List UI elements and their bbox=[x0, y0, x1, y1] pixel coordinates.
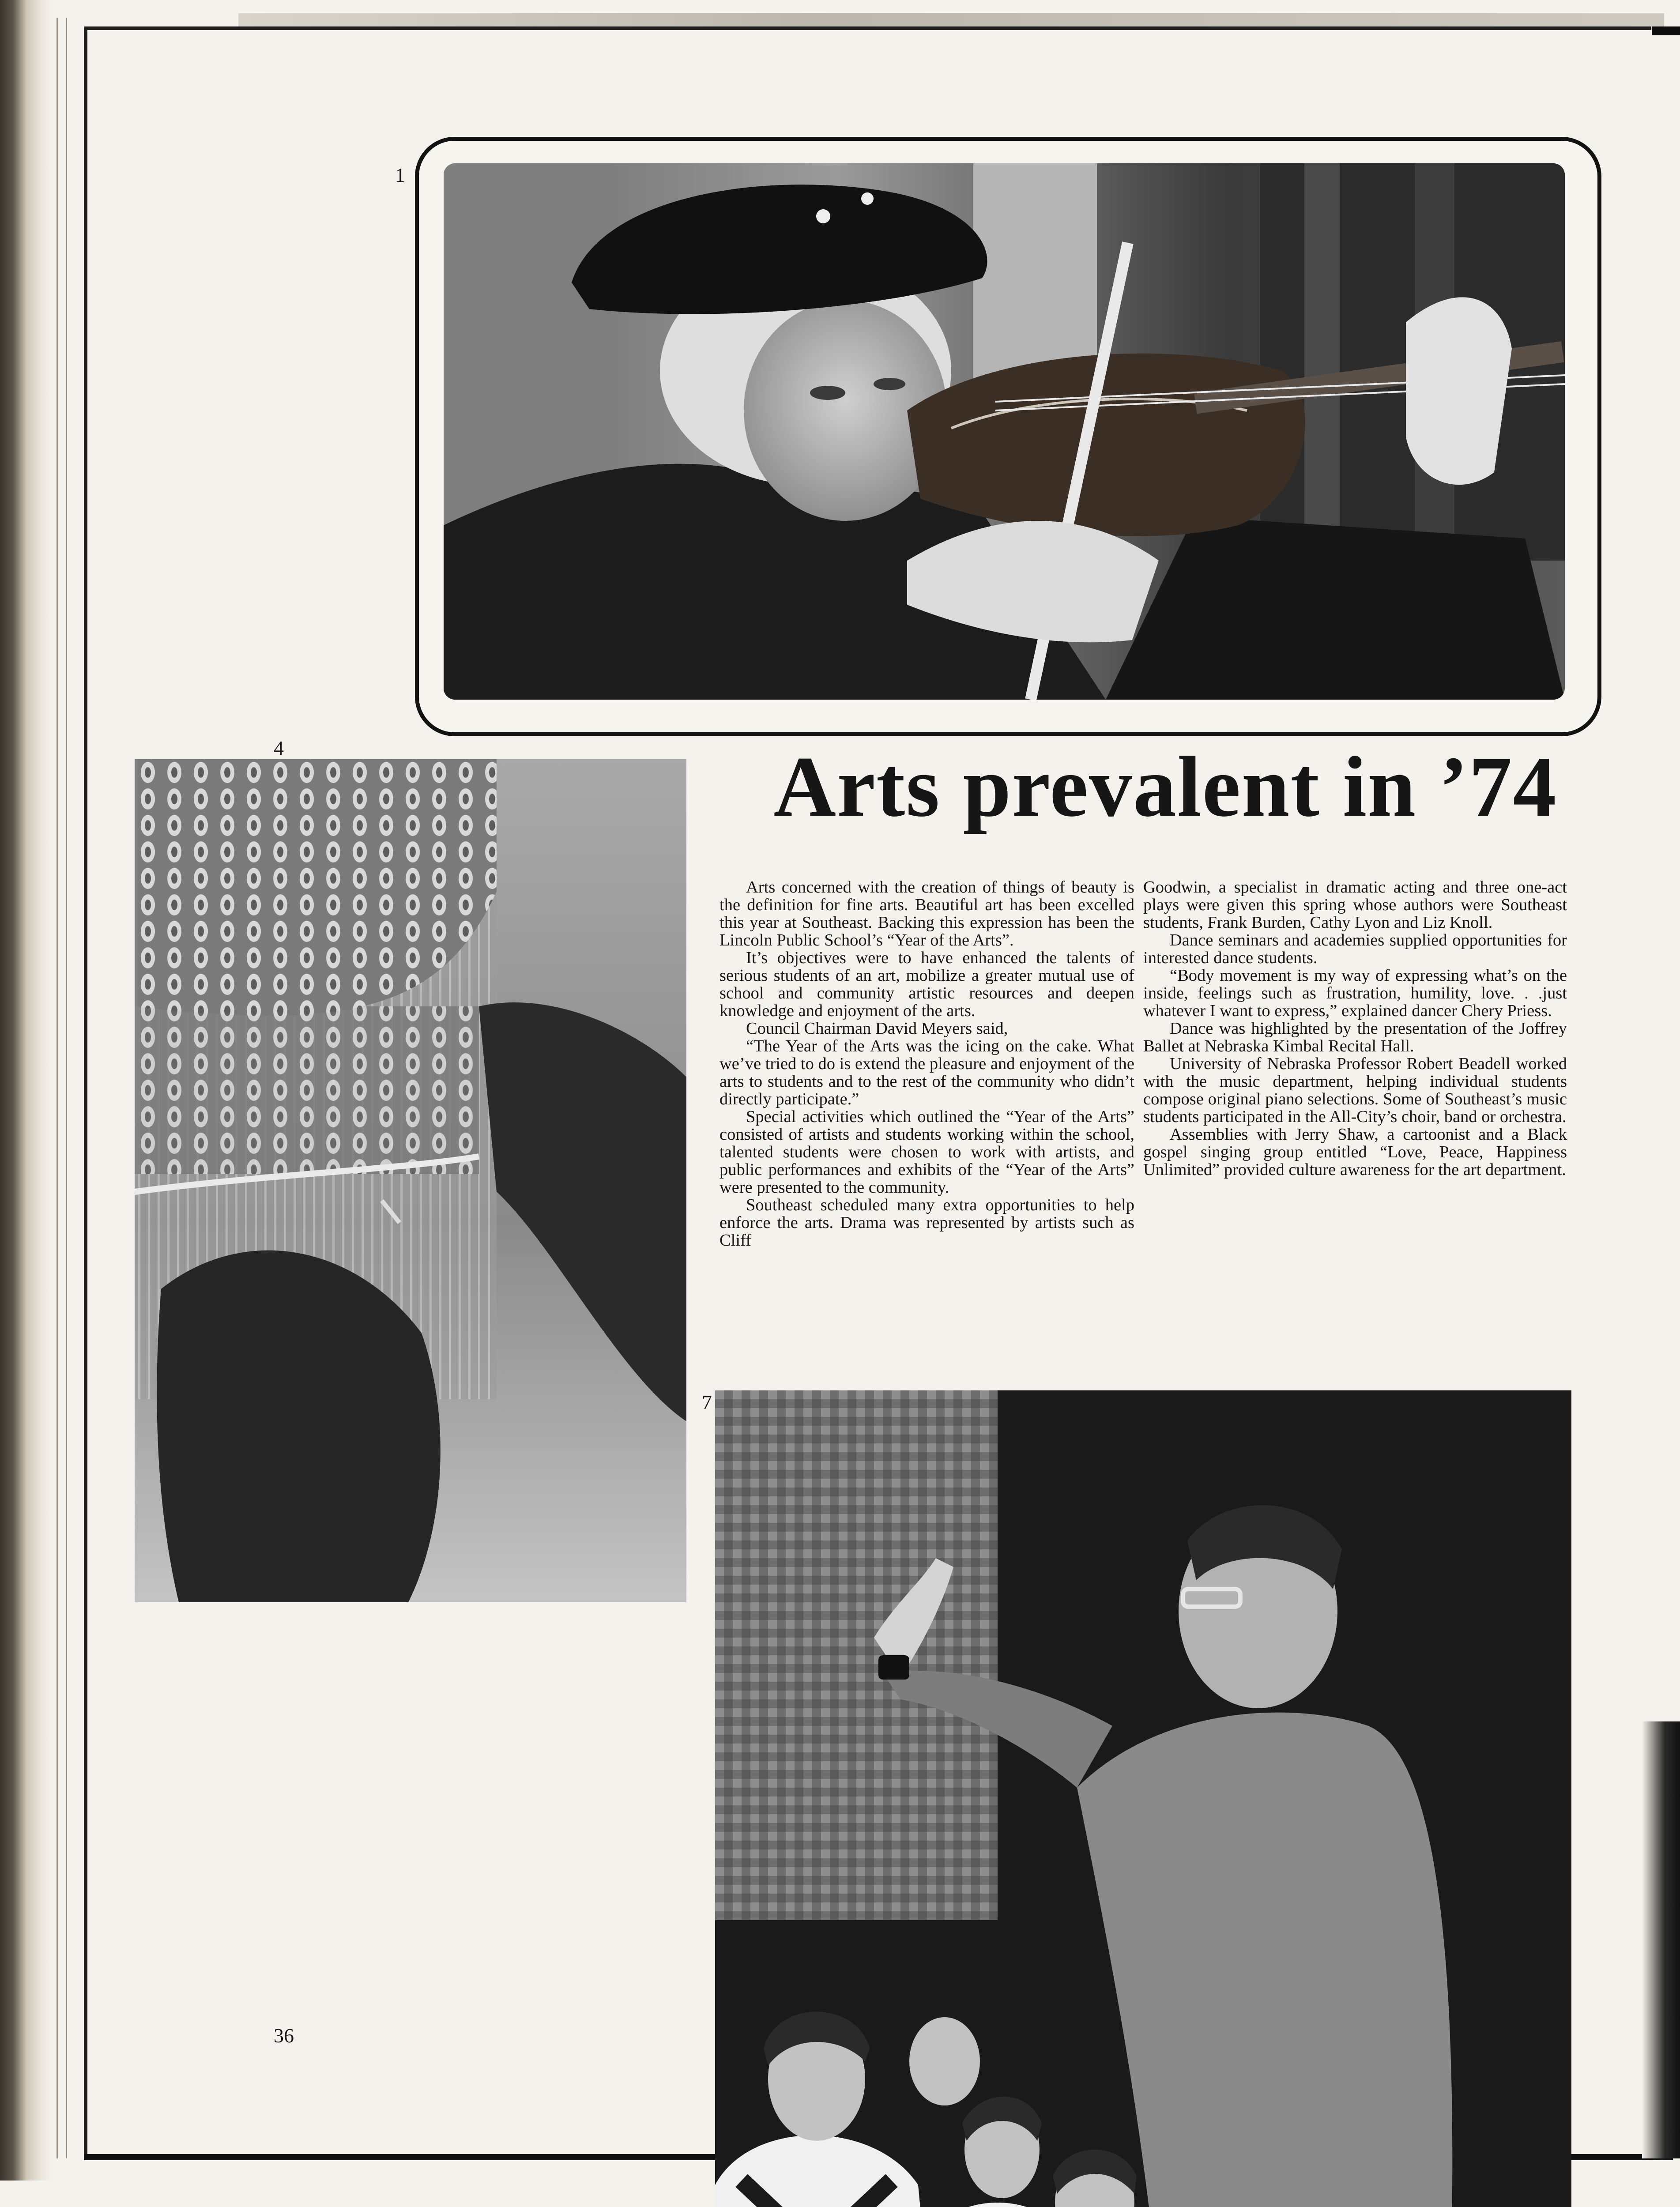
page-number: 36 bbox=[274, 2024, 294, 2047]
binding-line bbox=[66, 18, 67, 2158]
photo-choir-conductor bbox=[715, 1390, 1571, 2207]
corner-mark bbox=[1652, 26, 1680, 35]
article-paragraph: Assemblies with Jerry Shaw, a cartoonist and a Black gospel singing group entitled “Love, Peace, Happiness Unlimited” provided culture awareness for the art department. bbox=[1143, 1125, 1567, 1179]
photo-number-7: 7 bbox=[702, 1391, 712, 1413]
photo-violinist bbox=[444, 163, 1565, 700]
page-binding-shadow bbox=[0, 0, 53, 2181]
article-paragraph: Southeast scheduled many extra opportunities to help enforce the arts. Drama was represented by artists such as Cliff bbox=[719, 1196, 1134, 1250]
photo-macrame bbox=[135, 759, 686, 1602]
article-paragraph: Dance seminars and academies supplied opportunities for interested dance students. bbox=[1143, 931, 1567, 967]
headline: Arts prevalent in ’74 bbox=[773, 739, 1557, 835]
article-paragraph: “The Year of the Arts was the icing on the cake. What we’ve tried to do is extend the pleasure and enjoyment of the arts to students and to the rest of the community who didn’t directly participate.” bbox=[719, 1037, 1134, 1108]
photo-number-1: 1 bbox=[395, 164, 405, 186]
page-frame-top bbox=[84, 26, 1651, 30]
right-edge-shadow bbox=[1642, 1721, 1680, 2158]
article-paragraph: Dance was highlighted by the presentation of the Joffrey Ballet at Nebraska Kimbal Recital Hall. bbox=[1143, 1019, 1567, 1055]
binding-line bbox=[57, 18, 58, 2158]
article-paragraph: Special activities which outlined the “Year of the Arts” consisted of artists and students working within the school, talented students were chosen to work with artists, and public performances and exhibits of the “Year of the Arts” were presented to the community. bbox=[719, 1107, 1134, 1197]
article-column-2 bbox=[1143, 878, 1567, 1179]
article-paragraph: University of Nebraska Professor Robert Beadell worked with the music department, helping individual students compose original piano selections. Some of Southeast’s music students participated in the All-City’s choir, band or orchestra. bbox=[1143, 1055, 1567, 1126]
article-column-1 bbox=[719, 878, 1134, 1249]
page-frame-left bbox=[84, 26, 87, 2158]
article-paragraph: Council Chairman David Meyers said, bbox=[746, 1019, 1008, 1038]
photo-number-4: 4 bbox=[274, 737, 284, 759]
article-paragraph: Goodwin, a specialist in dramatic acting and three one-act plays were given this spring whose authors were Southeast students, Frank Burden, Cathy Lyon and Liz Knoll. bbox=[1143, 878, 1567, 932]
article-paragraph: “Body movement is my way of expressing what’s on the inside, feelings such as frustration, humility, love. . .just whatever I want to express,” explained dancer Chery Priess. bbox=[1143, 966, 1567, 1020]
article-paragraph: Arts concerned with the creation of things of beauty is the definition for fine arts. Beautiful art has been excelled this year at Southeast. Backing this expression has been the Lincoln Public School’s “Year of the Arts”. bbox=[719, 878, 1134, 949]
article-paragraph: It’s objectives were to have enhanced the talents of serious students of an art, mobilize a greater mutual use of school and community artistic resources and deepen knowledge and enjoyment of the arts. bbox=[719, 949, 1134, 1020]
